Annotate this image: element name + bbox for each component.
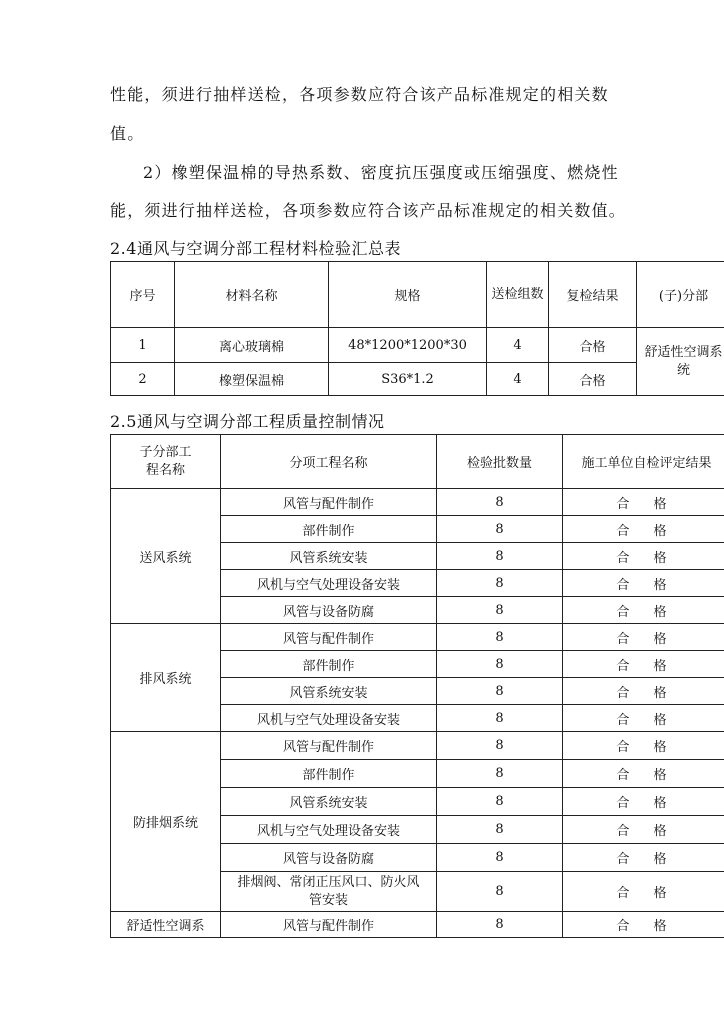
table-cell: 合 格	[563, 597, 724, 624]
subdivision-cell: 防排烟系统	[111, 732, 221, 912]
table-cell: 风管与配件制作	[221, 624, 437, 651]
table-cell: S36*1.2	[329, 363, 487, 396]
table-cell: 2	[111, 363, 175, 396]
subdivision-cell: 送风系统	[111, 489, 221, 624]
table-cell-merged: 舒适性空调系统	[637, 328, 724, 396]
table-cell: 1	[111, 328, 175, 363]
table-cell: 48*1200*1200*30	[329, 328, 487, 363]
table-header-row	[111, 262, 724, 328]
table-cell: 风机与空气处理设备安装	[221, 816, 437, 844]
table-cell: 8	[437, 788, 563, 816]
table-cell: 风管与配件制作	[221, 732, 437, 760]
material-inspection-table	[110, 261, 724, 396]
table-cell: 8	[437, 570, 563, 597]
paragraph-line: 2）橡塑保温棉的导热系数、密度抗压强度或压缩强度、燃烧性	[143, 163, 619, 182]
table-cell: 8	[437, 516, 563, 543]
header-cell: 规格	[329, 262, 487, 328]
table-cell: 合 格	[563, 732, 724, 760]
table-cell: 合 格	[563, 678, 724, 705]
paragraph-line: 性能，须进行抽样送检，各项参数应符合该产品标准规定的相关数	[110, 85, 609, 104]
table-cell: 合格	[549, 363, 637, 396]
section-heading-2-4: 2.4通风与空调分部工程材料检验汇总表	[110, 239, 401, 258]
table-cell: 合 格	[563, 570, 724, 597]
table-cell: 合 格	[563, 624, 724, 651]
section-heading-2-5: 2.5通风与空调分部工程质量控制情况	[110, 412, 385, 431]
table-cell: 部件制作	[221, 651, 437, 678]
table-cell: 风管与设备防腐	[221, 844, 437, 872]
table-cell: 风机与空气处理设备安装	[221, 705, 437, 732]
table-cell: 8	[437, 489, 563, 516]
table-cell: 8	[437, 872, 563, 912]
table-cell: 橡塑保温棉	[175, 363, 329, 396]
table-cell: 合 格	[563, 788, 724, 816]
header-cell: 施工单位自检评定结果	[563, 435, 724, 489]
table-cell: 8	[437, 597, 563, 624]
table-cell: 风管系统安装	[221, 788, 437, 816]
table-row	[111, 912, 724, 938]
table-cell: 8	[437, 651, 563, 678]
table-cell: 风管系统安装	[221, 678, 437, 705]
table-cell: 风管与配件制作	[221, 489, 437, 516]
table-cell: 合 格	[563, 912, 724, 938]
header-cell: 序号	[111, 262, 175, 328]
table-cell: 风管与设备防腐	[221, 597, 437, 624]
header-cell: 检验批数量	[437, 435, 563, 489]
table-cell: 排烟阀、常闭正压风口、防火风管安装	[221, 872, 437, 912]
quality-control-table	[110, 434, 724, 938]
table-cell: 8	[437, 760, 563, 788]
table-row	[111, 363, 724, 396]
table-row	[111, 489, 724, 516]
table-cell: 8	[437, 912, 563, 938]
table-row	[111, 624, 724, 651]
table-cell: 合 格	[563, 872, 724, 912]
table-cell: 8	[437, 543, 563, 570]
table-cell: 合 格	[563, 651, 724, 678]
header-cell: 材料名称	[175, 262, 329, 328]
header-cell: (子)分部	[637, 262, 724, 328]
table-row	[111, 732, 724, 760]
table-header-row	[111, 435, 724, 489]
header-cell: 复检结果	[549, 262, 637, 328]
table-cell: 部件制作	[221, 516, 437, 543]
table-cell: 4	[487, 328, 549, 363]
header-cell: 分项工程名称	[221, 435, 437, 489]
header-cell: 送检组数	[487, 262, 549, 328]
table-cell: 合 格	[563, 705, 724, 732]
table-cell: 合 格	[563, 844, 724, 872]
table-row	[111, 328, 724, 363]
paragraph-line: 值。	[110, 124, 145, 143]
subdivision-cell: 排风系统	[111, 624, 221, 732]
table-cell: 合 格	[563, 543, 724, 570]
paragraph-line: 能，须进行抽样送检，各项参数应符合该产品标准规定的相关数值。	[110, 201, 627, 220]
table-cell: 风机与空气处理设备安装	[221, 570, 437, 597]
table-cell: 4	[487, 363, 549, 396]
table-cell: 合 格	[563, 816, 724, 844]
subdivision-cell: 舒适性空调系	[111, 912, 221, 938]
table-cell: 8	[437, 732, 563, 760]
table-cell: 8	[437, 624, 563, 651]
table-cell: 8	[437, 678, 563, 705]
table-cell: 合 格	[563, 516, 724, 543]
table-cell: 8	[437, 705, 563, 732]
table-cell: 离心玻璃棉	[175, 328, 329, 363]
table-cell: 风管系统安装	[221, 543, 437, 570]
table-cell: 8	[437, 816, 563, 844]
table-cell: 8	[437, 844, 563, 872]
table-cell: 部件制作	[221, 760, 437, 788]
table-cell: 合 格	[563, 760, 724, 788]
table-cell: 风管与配件制作	[221, 912, 437, 938]
table-cell: 合 格	[563, 489, 724, 516]
header-cell: 子分部工程名称	[111, 435, 221, 489]
table-cell: 合格	[549, 328, 637, 363]
